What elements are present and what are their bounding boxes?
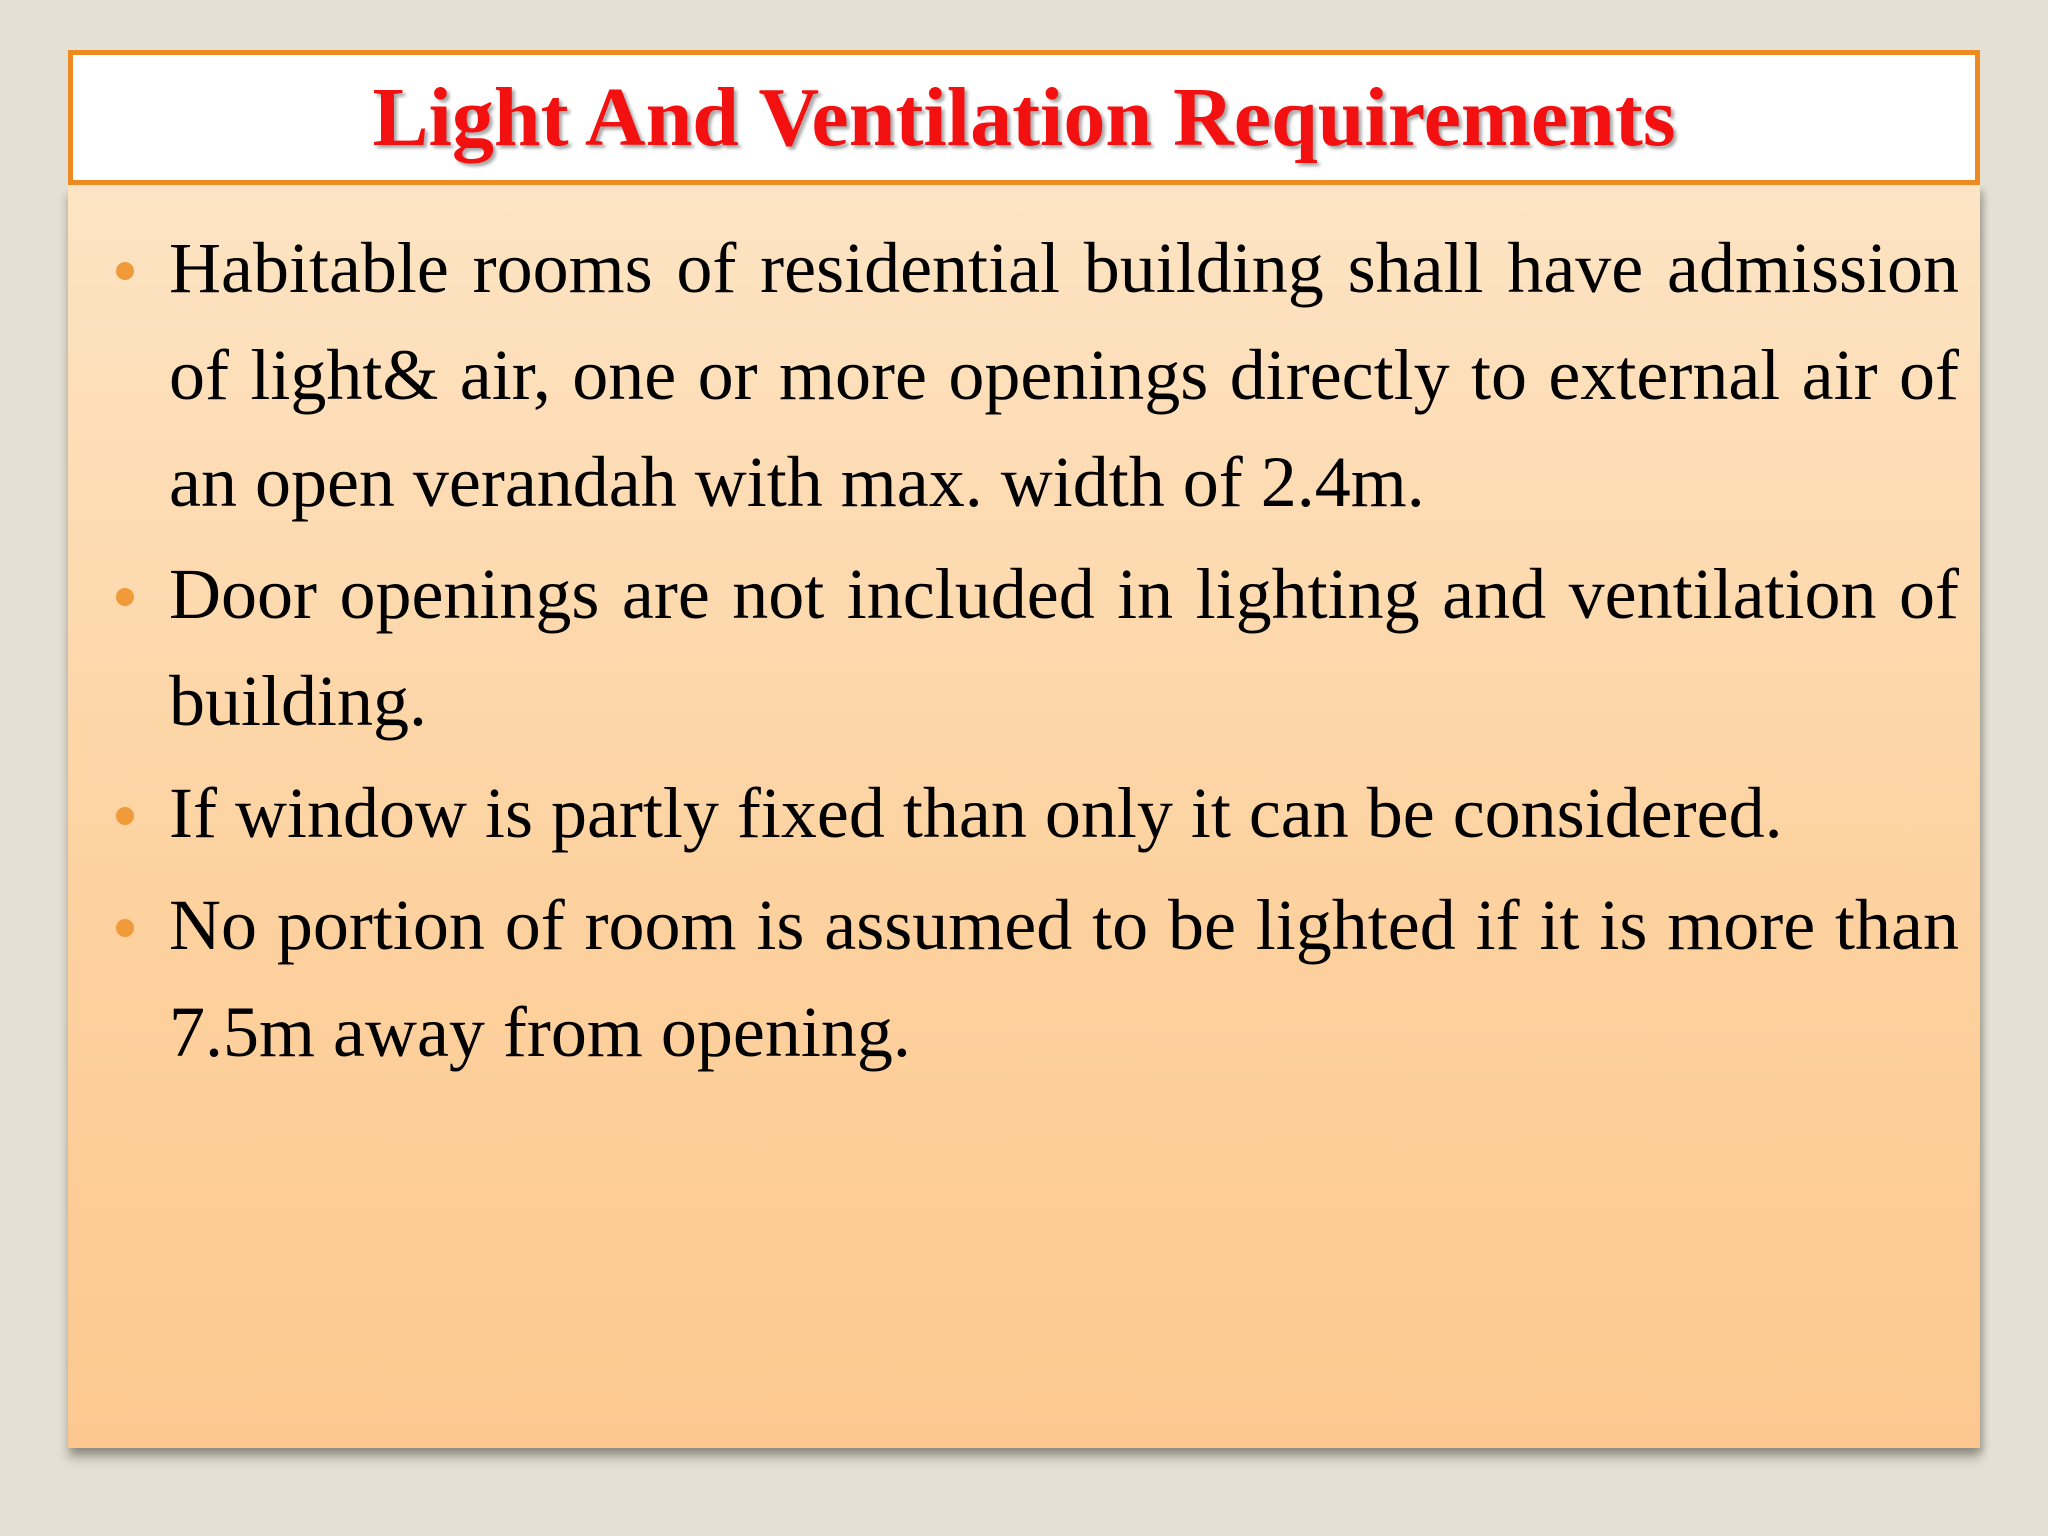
bullet-item	[68, 215, 1980, 536]
bullet-item	[68, 760, 1980, 867]
bullet-list	[68, 215, 1980, 1091]
title-bar	[68, 50, 1980, 185]
bullet-text: Door openings are not included in lighting and ventilation of building.	[169, 554, 1959, 741]
bullet-text: If window is partly fixed than only it can be considered.	[169, 773, 1783, 853]
bullet-item	[68, 872, 1980, 1086]
bullet-dot-icon	[116, 807, 134, 825]
slide	[68, 50, 1980, 1448]
slide-title: Light And Ventilation Requirements	[372, 70, 1676, 164]
bullet-dot-icon	[116, 262, 134, 280]
bullet-dot-icon	[116, 919, 134, 937]
bullet-text: No portion of room is assumed to be lighted if it is more than 7.5m away from opening.	[169, 885, 1959, 1072]
bullet-dot-icon	[116, 588, 134, 606]
bullet-text: Habitable rooms of residential building shall have admission of light& air, one or more openings directly to external air of an open verandah with max. width of 2.4m.	[169, 228, 1959, 522]
bullet-item	[68, 541, 1980, 755]
